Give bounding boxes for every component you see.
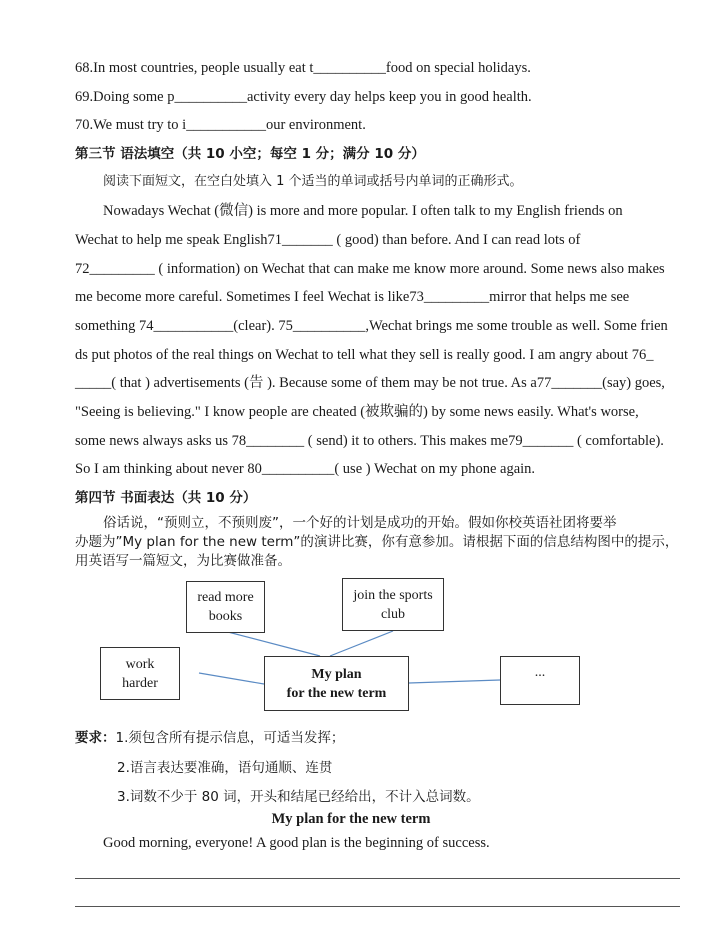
question-68: 68.In most countries, people usually eat t__________food on special holidays. xyxy=(75,60,531,76)
box-read-more-books xyxy=(186,581,265,633)
requirement-2: 2.语言表达要准确，语句通顺、连贯 xyxy=(117,760,333,776)
connector-more xyxy=(409,680,500,683)
prompt-line-1: 俗话说，“预则立，不预则废”，一个好的计划是成功的开始。假如你校英语社团将要举 xyxy=(103,515,617,531)
box-work-harder xyxy=(100,647,180,700)
prompt-line-2: 办题为”My plan for the new term”的演讲比赛，你有意参加。请根据下面的信息结构图中的提示， xyxy=(75,534,679,550)
section3-instruction: 阅读下面短文，在空白处填入 1 个适当的单词或括号内单词的正确形式。 xyxy=(103,174,523,189)
connector-books xyxy=(228,632,320,656)
box-club-line2: club xyxy=(380,606,406,622)
section3-heading: 第三节 语法填空（共 10 小空；每空 1 分；满分 10 分） xyxy=(75,146,425,162)
passage-line-4: me become more careful. Sometimes I feel Wechat is like73_________mirror that helps me see xyxy=(75,289,630,305)
requirement-3: 3.词数不少于 80 词，开头和结尾已经给出，不计入总词数。 xyxy=(117,789,480,805)
passage-line-2: Wechat to help me speak English71_______ ( good) than before. And I can read lots of xyxy=(75,232,581,248)
requirements-block xyxy=(75,729,344,747)
box-center-plan xyxy=(264,656,409,711)
box-books-line1: read more xyxy=(197,590,254,605)
prompt-line-3: 用英语写一篇短文，为比赛做准备。 xyxy=(75,553,291,569)
connector-club xyxy=(330,631,393,656)
box-club-line1: join the sports xyxy=(353,587,433,603)
answer-line-2 xyxy=(75,906,680,907)
essay-title: My plan for the new term xyxy=(271,811,431,827)
center-line1: My plan xyxy=(311,666,362,682)
box-more-text: ... xyxy=(534,665,546,680)
essay-opening: Good morning, everyone! A good plan is the beginning of success. xyxy=(103,835,490,851)
box-work-line1: work xyxy=(125,656,155,672)
answer-line-1 xyxy=(75,878,680,879)
question-70: 70.We must try to i___________our environment. xyxy=(75,117,366,133)
passage-line-10: So I am thinking about never 80__________( use ) Wechat on my phone again. xyxy=(75,461,536,477)
passage-line-3: 72_________ ( information) on Wechat that can make me know more around. Some news also makes xyxy=(75,261,665,277)
question-69: 69.Doing some p__________activity every day helps keep you in good health. xyxy=(75,89,532,105)
box-join-sports-club xyxy=(342,578,444,631)
center-line2: for the new term xyxy=(286,685,387,701)
passage-line-8: "Seeing is believing." I know people are cheated (被欺骗的) by some news easily. What's worse, xyxy=(75,404,639,420)
connector-work xyxy=(199,673,264,684)
box-work-line2: harder xyxy=(122,675,158,691)
requirement-1: 1.须包含所有提示信息，可适当发挥； xyxy=(115,730,345,746)
passage-line-1: Nowadays Wechat (微信) is more and more popular. I often talk to my English friends on xyxy=(103,203,623,219)
box-more xyxy=(500,656,580,705)
passage-line-6: ds put photos of the real things on Wechat to tell what they sell is really good. I am angry about 76_ xyxy=(75,347,654,363)
passage-line-9: some news always asks us 78________ ( send) it to others. This makes me79_______ ( comfortable). xyxy=(75,433,664,449)
passage-line-7: _____( that ) advertisements (告 ). Because some of them may be not true. As a77_______(say) goes, xyxy=(75,375,665,391)
requirements-label: 要求： xyxy=(75,730,116,746)
section4-heading: 第四节 书面表达（共 10 分） xyxy=(75,490,257,506)
box-books-line2: books xyxy=(208,609,243,624)
passage-line-5: something 74___________(clear). 75__________,Wechat brings me some trouble as well. Some frien xyxy=(75,318,668,334)
